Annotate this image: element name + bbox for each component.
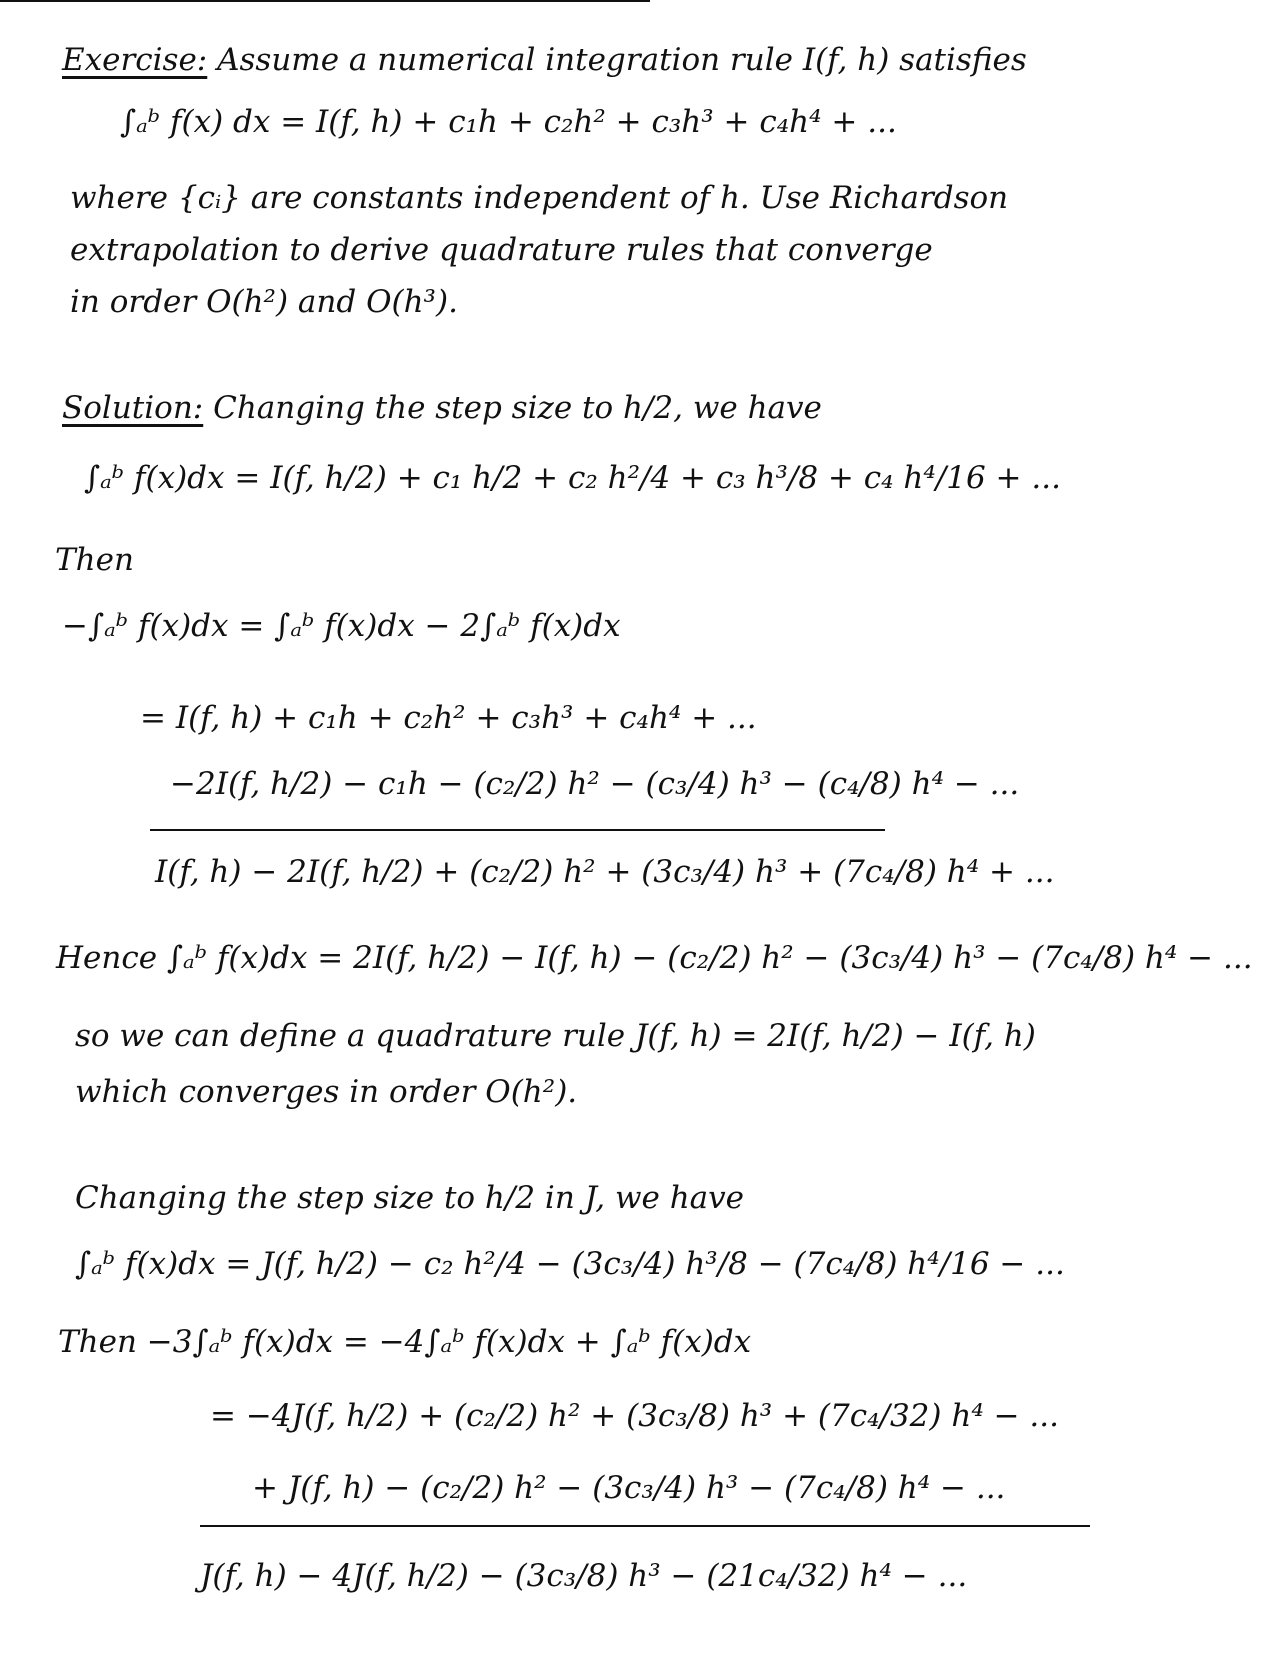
exercise-heading: Exercise: — [62, 42, 208, 78]
exercise-equation: ∫ₐᵇ f(x) dx = I(f, h) + c₁h + c₂h² + c₃h³ + c₄h⁴ + ... — [120, 104, 897, 140]
solution-equation-8: Then −3∫ₐᵇ f(x)dx = −4∫ₐᵇ f(x)dx + ∫ₐᵇ f(x)dx — [58, 1324, 752, 1360]
solution-equation-4: −2I(f, h/2) − c₁h − (c₂/2) h² − (c₃/4) h³ − (c₄/8) h⁴ − ... — [170, 766, 1020, 802]
sum-line-2 — [200, 1525, 1090, 1527]
solution-equation-1: ∫ₐᵇ f(x)dx = I(f, h/2) + c₁ h/2 + c₂ h²/4 + c₃ h³/8 + c₄ h⁴/16 + ... — [84, 460, 1061, 496]
solution-equation-9: = −4J(f, h/2) + (c₂/2) h² + (3c₃/8) h³ + (7c₄/32) h⁴ − ... — [210, 1398, 1059, 1434]
solution-heading: Solution: — [62, 390, 204, 426]
solution-text-4: Changing the step size to h/2 in J, we have — [75, 1180, 744, 1216]
solution-equation-2: −∫ₐᵇ f(x)dx = ∫ₐᵇ f(x)dx − 2∫ₐᵇ f(x)dx — [62, 608, 621, 644]
solution-text-3: which converges in order O(h²). — [75, 1074, 578, 1110]
solution-equation-5: I(f, h) − 2I(f, h/2) + (c₂/2) h² + (3c₃/4) h³ + (7c₄/8) h⁴ + ... — [155, 854, 1055, 890]
solution-text-2: so we can define a quadrature rule J(f, h) = 2I(f, h/2) − I(f, h) — [75, 1018, 1036, 1054]
solution-equation-10: + J(f, h) − (c₂/2) h² − (3c₃/4) h³ − (7c₄/8) h⁴ − ... — [252, 1470, 1006, 1506]
exercise-text-1: Assume a numerical integration rule I(f, h) satisfies — [217, 42, 1027, 78]
top-border-line — [0, 0, 650, 2]
solution-then-1: Then — [55, 542, 134, 578]
solution-line-1 — [62, 388, 822, 428]
exercise-line-1 — [62, 40, 1027, 80]
solution-equation-6: Hence ∫ₐᵇ f(x)dx = 2I(f, h/2) − I(f, h) − (c₂/2) h² − (3c₃/4) h³ − (7c₄/8) h⁴ − ... — [56, 940, 1253, 976]
exercise-text-2: where {cᵢ} are constants independent of h. Use Richardson — [70, 180, 1009, 216]
solution-equation-11: J(f, h) − 4J(f, h/2) − (3c₃/8) h³ − (21c₄/32) h⁴ − ... — [200, 1558, 968, 1594]
exercise-text-4: in order O(h²) and O(h³). — [70, 284, 458, 320]
exercise-text-3: extrapolation to derive quadrature rules that converge — [70, 232, 933, 268]
solution-equation-3: = I(f, h) + c₁h + c₂h² + c₃h³ + c₄h⁴ + ... — [140, 700, 757, 736]
solution-text-1: Changing the step size to h/2, we have — [213, 390, 822, 426]
sum-line-1 — [150, 829, 885, 831]
solution-equation-7: ∫ₐᵇ f(x)dx = J(f, h/2) − c₂ h²/4 − (3c₃/4) h³/8 − (7c₄/8) h⁴/16 − ... — [75, 1246, 1065, 1282]
